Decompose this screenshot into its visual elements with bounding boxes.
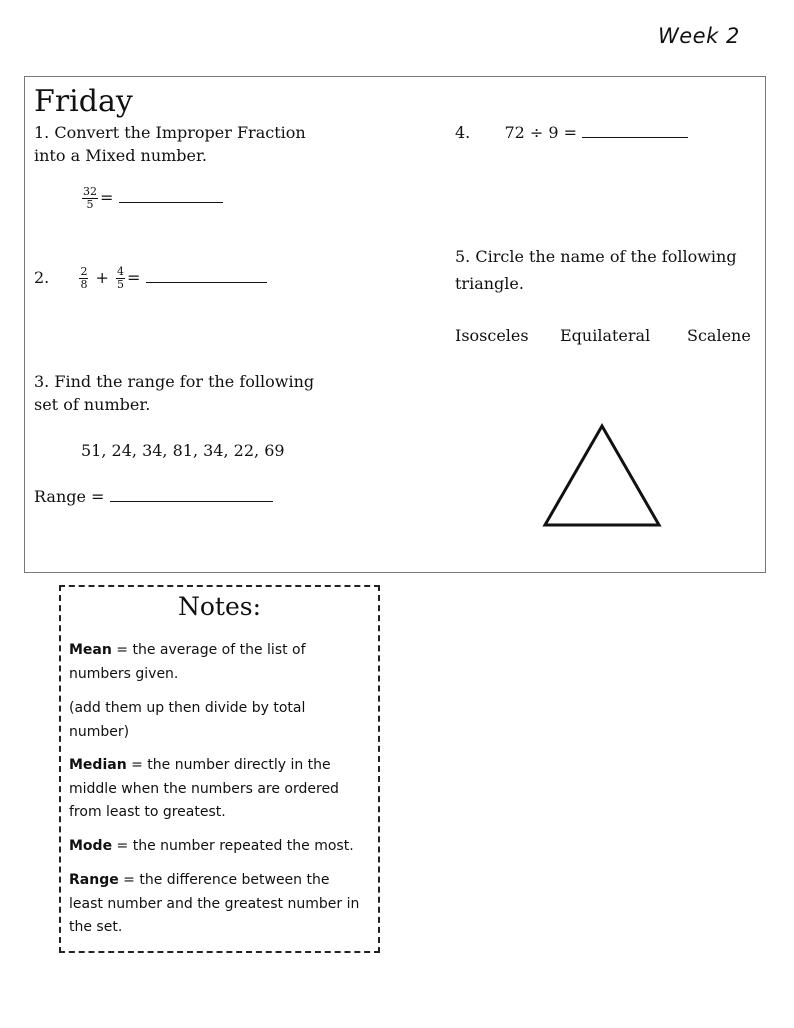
answer-blank-1[interactable] (119, 188, 223, 203)
mean-hint-1: (add them up then divide by total (69, 700, 306, 716)
question-2-number: 2. (34, 268, 50, 287)
question-4 (455, 121, 688, 144)
triangle-figure (540, 420, 666, 532)
range-term: Range (69, 872, 119, 888)
mean-definition-2: numbers given. (69, 665, 179, 682)
note-mean-hint (69, 697, 371, 744)
note-median (69, 754, 371, 825)
equals-sign: = (127, 268, 141, 287)
question-4-number: 4. (455, 123, 471, 142)
equals-sign: = (100, 188, 114, 207)
answer-blank-4[interactable] (582, 123, 688, 138)
fraction-a (79, 266, 88, 291)
mean-definition-1: = the average of the list of (111, 642, 306, 658)
week-label: Week 2 (658, 24, 740, 48)
median-definition-3: from least to greatest. (69, 804, 226, 820)
note-range (69, 869, 371, 940)
question-3-text (34, 370, 314, 416)
fraction-a-numerator: 2 (80, 265, 88, 278)
triangle-option-isosceles[interactable]: Isosceles (455, 326, 529, 345)
plus-sign: + (95, 268, 109, 287)
question-1-line-2: into a Mixed number. (34, 146, 207, 165)
question-2 (34, 266, 267, 291)
fraction-b (116, 266, 125, 291)
note-mean (69, 639, 371, 686)
question-3-line-1: 3. Find the range for the following (34, 372, 315, 391)
question-3-line-2: set of number. (34, 395, 151, 414)
triangle-shape (545, 426, 659, 525)
triangle-option-scalene[interactable]: Scalene (687, 326, 751, 345)
division-expression: 72 ÷ 9 = (504, 123, 578, 142)
answer-blank-3[interactable] (110, 487, 273, 502)
question-5-text (455, 245, 737, 295)
answer-blank-2[interactable] (146, 268, 267, 283)
range-definition-3: the set. (69, 919, 123, 935)
question-5-line-2: triangle. (455, 274, 524, 293)
fraction-numerator: 32 (83, 185, 97, 198)
range-label: Range = (34, 487, 105, 506)
fraction-a-denominator: 8 (80, 278, 88, 291)
question-1-expression (80, 186, 223, 211)
notes-title: Notes: (177, 592, 262, 621)
note-mode (69, 835, 371, 859)
improper-fraction (82, 186, 98, 211)
triangle-option-equilateral[interactable]: Equilateral (560, 326, 651, 345)
mode-term: Mode (69, 838, 113, 854)
fraction-denominator: 5 (86, 198, 94, 211)
fraction-b-numerator: 4 (117, 265, 125, 278)
question-5-line-1: 5. Circle the name of the following (455, 247, 737, 266)
mode-definition: = the number repeated the most. (112, 838, 354, 854)
fraction-b-denominator: 5 (117, 278, 125, 291)
range-definition-2: least number and the greatest number in (69, 895, 360, 912)
median-term: Median (69, 757, 127, 773)
range-definition-1: = the difference between the (118, 872, 330, 888)
question-1-text (34, 121, 306, 167)
median-definition-1: = the number directly in the (126, 757, 331, 773)
day-title: Friday (34, 84, 133, 119)
median-definition-2: middle when the numbers are ordered (69, 780, 339, 797)
number-set: 51, 24, 34, 81, 34, 22, 69 (81, 441, 285, 460)
question-1-line-1: 1. Convert the Improper Fraction (34, 123, 306, 142)
mean-term: Mean (69, 642, 112, 658)
range-answer (34, 485, 273, 508)
mean-hint-2: number) (69, 723, 130, 740)
